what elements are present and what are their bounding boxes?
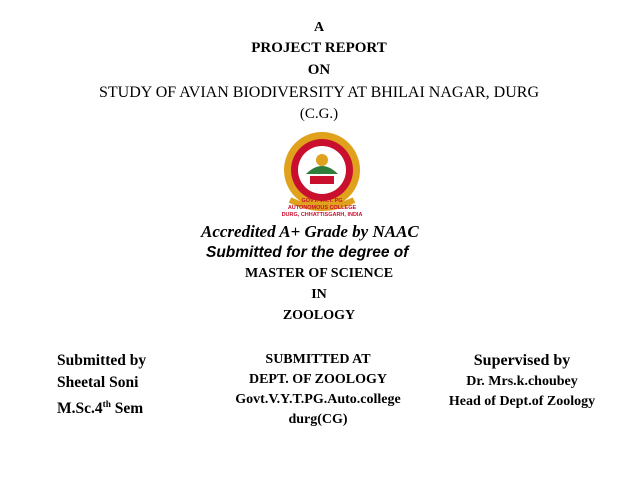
submitted-at-dept: DEPT. OF ZOOLOGY — [248, 372, 388, 387]
title-region: (C.G.) — [299, 106, 339, 122]
submitted-at-block — [212, 350, 424, 430]
title-a: A — [313, 20, 325, 35]
student-course: M.Sc.4th Sem — [57, 400, 144, 418]
title-study: STUDY OF AVIAN BIODIVERSITY AT BHILAI NAGAR, DURG — [98, 84, 539, 101]
submitted-by-block — [57, 350, 146, 420]
supervised-by-block — [424, 350, 620, 412]
logo-caption-2: AUTONOMOUS COLLEGE — [287, 205, 357, 211]
submitted-at-college: Govt.V.Y.T.PG.Auto.college — [235, 392, 401, 407]
logo-book — [310, 176, 334, 184]
submitted-at-place: durg(CG) — [288, 412, 348, 427]
logo-sun — [316, 154, 328, 166]
submitted-for-text: Submitted for the degree of — [206, 244, 409, 261]
submitted-by-heading: Submitted by — [57, 352, 147, 369]
degree-subject: ZOOLOGY — [282, 308, 356, 323]
supervised-by-heading: Supervised by — [473, 352, 571, 369]
submitted-at-heading: SUBMITTED AT — [265, 352, 371, 367]
logo-caption-1: GOVT. V.Y.T. PG — [301, 198, 343, 204]
supervisor-role: Head of Dept.of Zoology — [448, 394, 596, 409]
degree-name: MASTER OF SCIENCE — [244, 266, 394, 281]
accreditation-text: Accredited A+ Grade by NAAC — [201, 222, 419, 241]
logo-caption-3: DURG, CHHATTISGARH, INDIA — [281, 212, 363, 218]
title-on: ON — [307, 62, 331, 78]
title-project-report: PROJECT REPORT — [251, 40, 387, 56]
student-name: Sheetal Soni — [57, 374, 139, 391]
supervisor-name: Dr. Mrs.k.choubey — [466, 374, 578, 389]
degree-in: IN — [311, 287, 327, 302]
